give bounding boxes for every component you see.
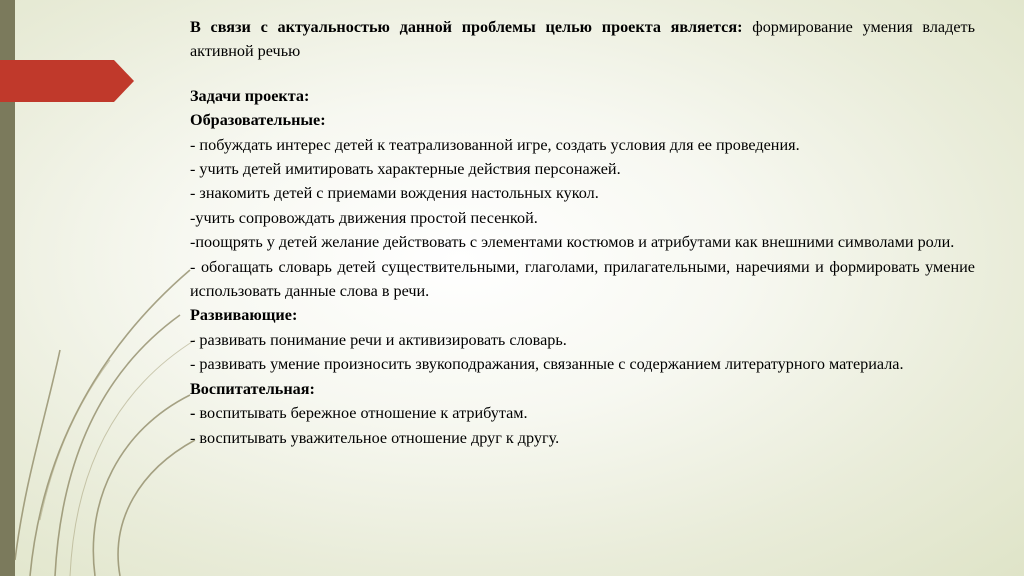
upbringing-heading: Воспитательная: [190,379,315,398]
upbringing-item: - воспитывать уважительное отношение друг к другу. [190,428,560,447]
slide-content [190,15,975,450]
developmental-item: - развивать понимание речи и активизировать словарь. [190,330,567,349]
goal-text: формирование умения владеть активной речью [190,18,975,61]
goal-lead: В связи с актуальностью данной проблемы целью проекта является: [190,18,743,36]
educational-item: - обогащать словарь детей существительными, глаголами, прилагательными, наречиями и формировать умение использовать данные слова в речи. [190,257,975,301]
developmental-heading: Развивающие: [190,306,298,325]
educational-item: - побуждать интерес детей к театрализованной игре, создать условия для ее проведения. [190,135,800,154]
developmental-item: - развивать умение произносить звукоподражания, связанные с содержанием литературного материала. [190,355,904,374]
educational-item: - знакомить детей с приемами вождения настольных кукол. [190,184,599,203]
red-arrow-marker [0,60,134,102]
upbringing-item: - воспитывать бережное отношение к атрибутам. [190,404,528,423]
educational-item: -поощрять у детей желание действовать с элементами костюмов и атрибутами как внешними символами роли. [190,233,955,252]
tasks-heading: Задачи проекта: [190,86,310,105]
project-goal [190,15,975,64]
educational-item: - учить детей имитировать характерные действия персонажей. [190,160,621,179]
educational-heading: Образовательные: [190,111,326,130]
educational-item: -учить сопровождать движения простой песенкой. [190,208,538,227]
